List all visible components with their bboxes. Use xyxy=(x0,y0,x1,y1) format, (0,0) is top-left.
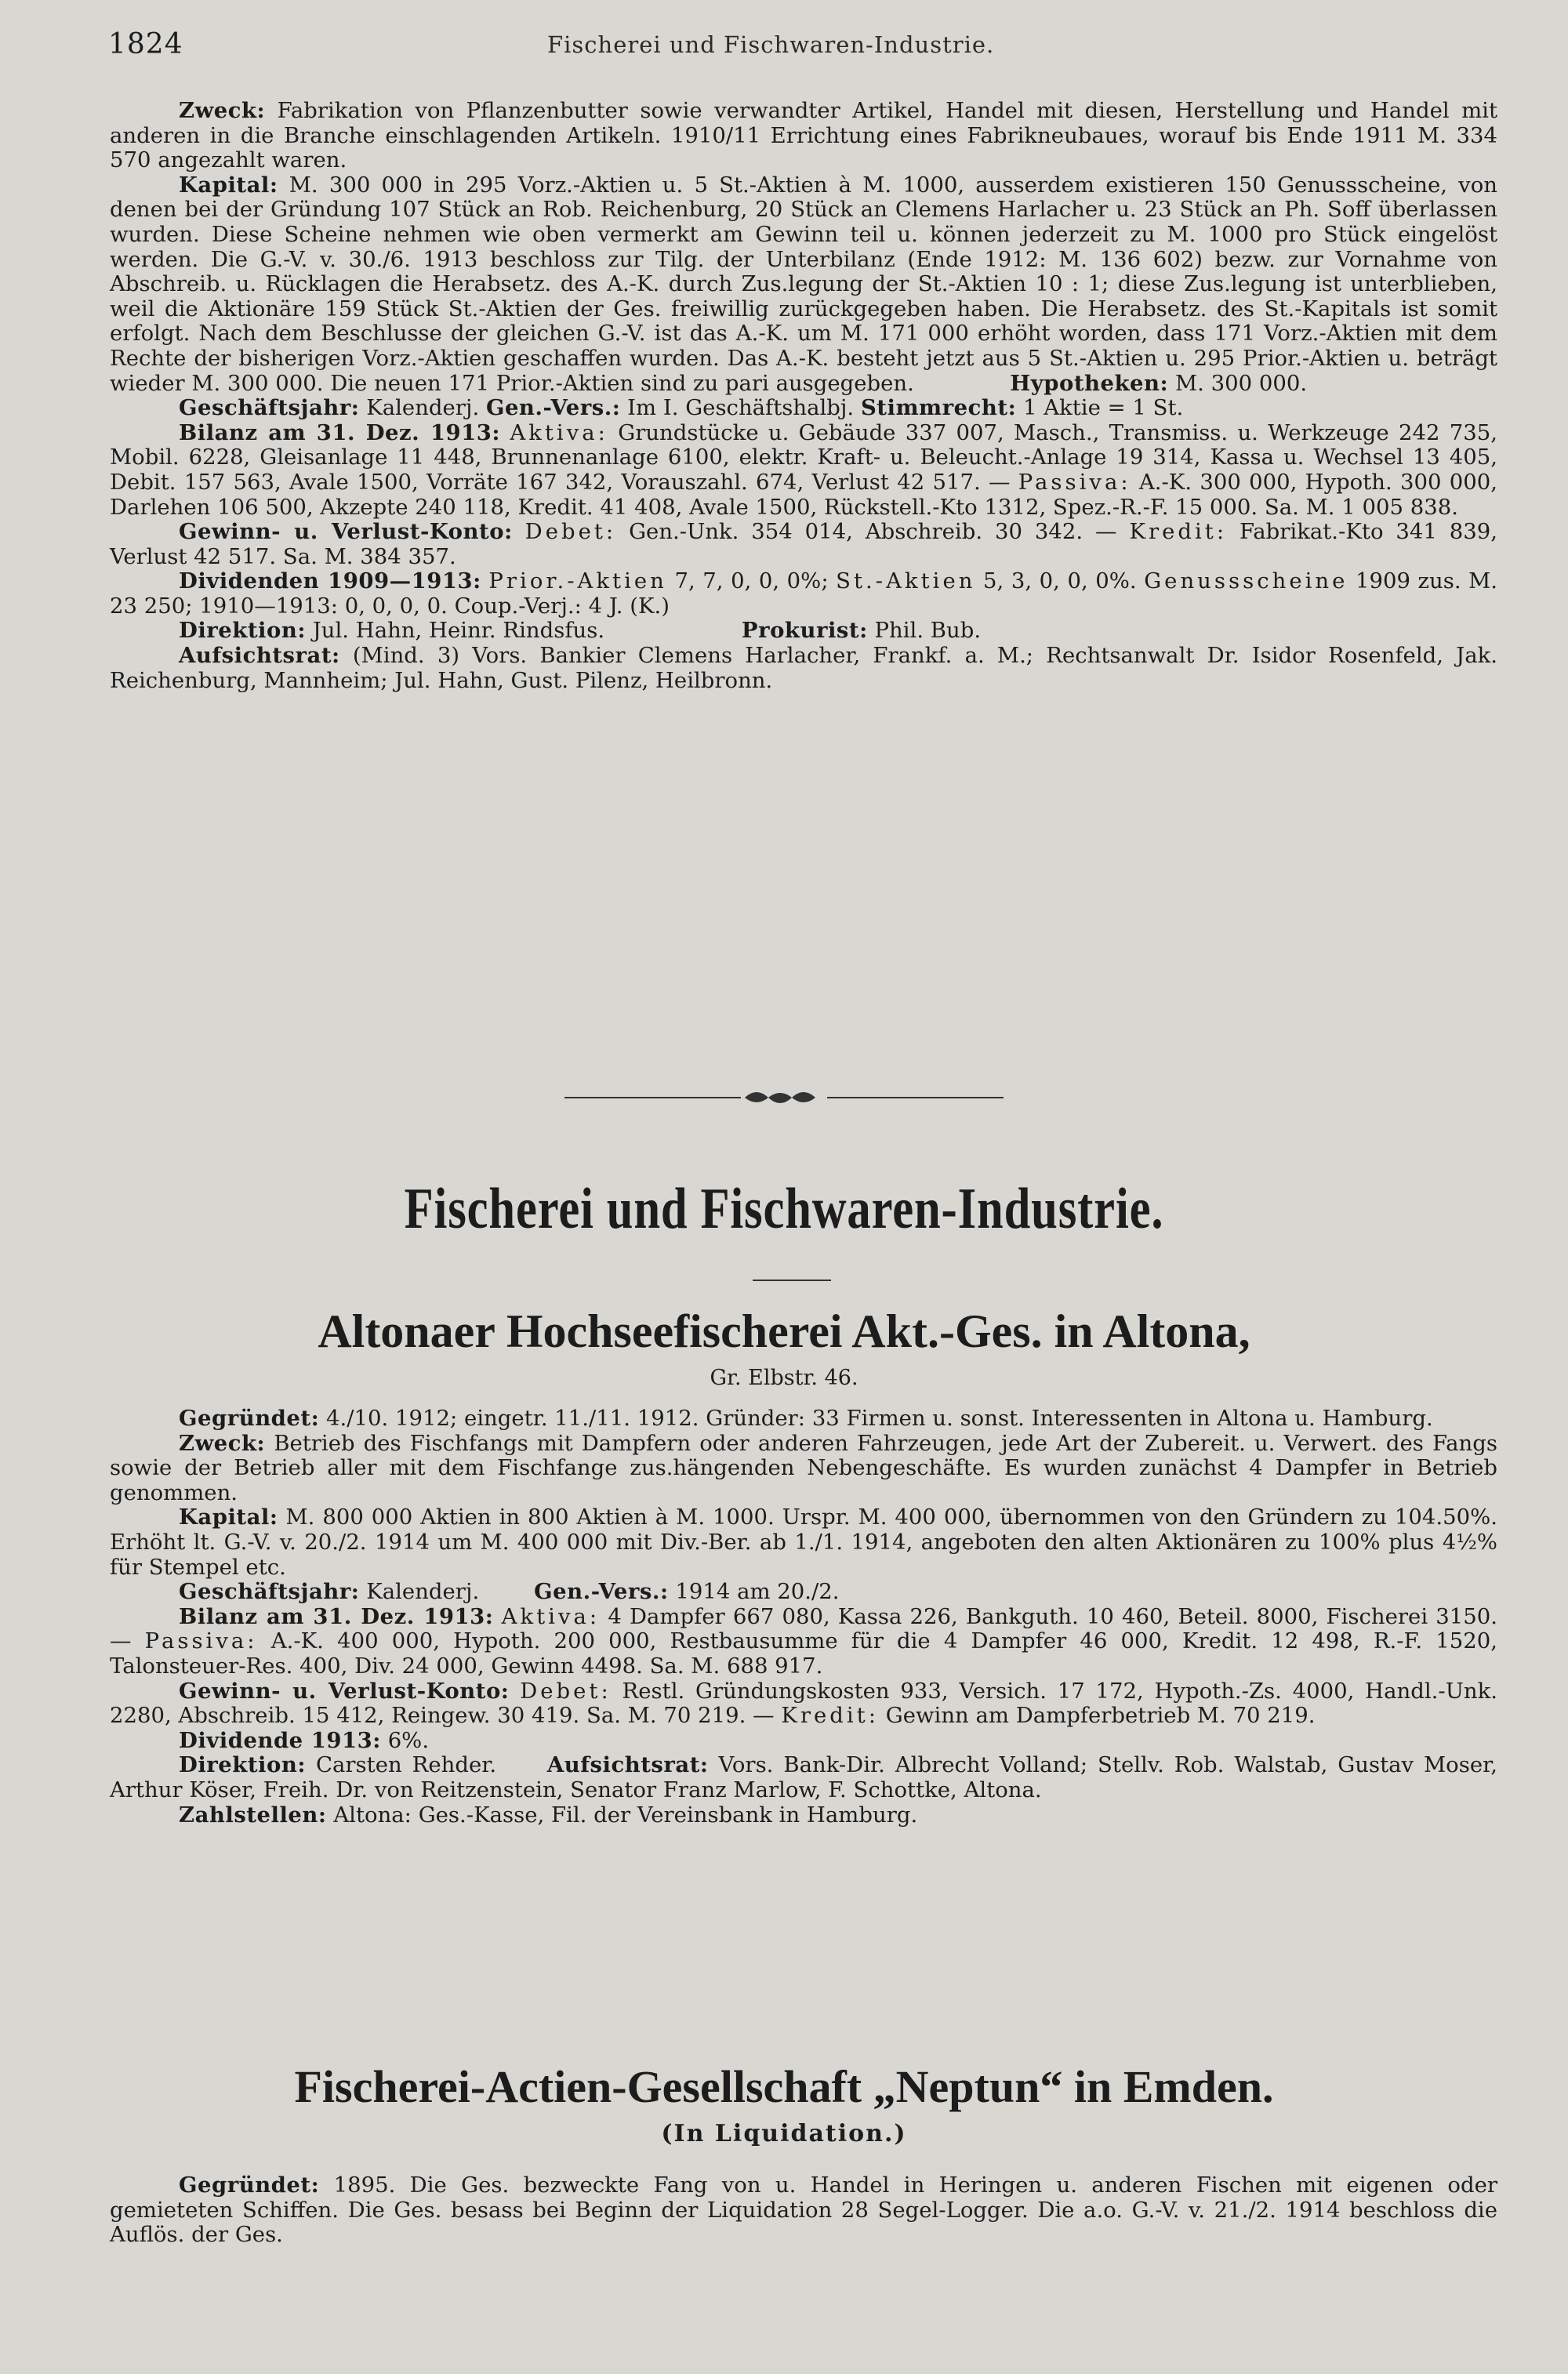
label: Zweck: xyxy=(179,98,266,123)
entry-kapital: Kapital: M. 800 000 Aktien in 800 Aktien à M. 1000. Urspr. M. 400 000, übernommen von den Gründern zu 104.50%. Erhöht lt. G.-V. v. 20./2. 1914 um M. 400 000 mit Div.-Ber. ab 1./1. 1914, angeboten den alten Aktionären zu 100% plus 4½% für Stempel etc. xyxy=(110,1505,1497,1580)
section-title: Fischerei und Fischwaren-Industrie. xyxy=(404,1177,1164,1241)
entry-gegruendet: Gegründet: 4./10. 1912; eingetr. 11./11. 1912. Gründer: 33 Firmen u. sonst. Interessenten in Altona u. Hamburg. xyxy=(179,1406,1433,1431)
running-head xyxy=(108,28,1521,67)
altona-entry xyxy=(110,1407,1497,1828)
entry-direktion: Direktion: Carsten Rehder. Aufsichtsrat: Vors. Bank-Dir. Albrecht Volland; Stellv. Rob. Walstab, Gustav Moser, Arthur Köser, Freih. Dr. von Reitzenstein, Senator Franz Marlow, F. Schottke, Altona. xyxy=(110,1752,1497,1802)
entry-guv: Gewinn- u. Verlust-Konto: Debet: Gen.-Unk. 354 014, Abschreib. 30 342. — Kredit: Fabrikat.-Kto 341 839, Verlust 42 517. Sa. M. 384 357. xyxy=(110,519,1498,569)
neptun-entry xyxy=(110,2173,1497,2248)
entry-bilanz: Bilanz am 31. Dez. 1913: Aktiva: 4 Dampfer 667 080, Kassa 226, Bankguth. 10 460, Beteil. 8000, Fischerei 3150. — Passiva: A.-K. 400 000, Hypoth. 200 000, Restbausumme für die 4 Dampfer 46 000, Kredit. 12 498, R.-F. 1520, Talonsteuer-Res. 400, Div. 24 000, Gewinn 4498. Sa. M. 688 917. xyxy=(110,1603,1497,1679)
liquidation-status: (In Liquidation.) xyxy=(661,2120,907,2147)
entry-guv: Gewinn- u. Verlust-Konto: Debet: Restl. Gründungskosten 933, Versich. 17 172, Hypoth.-Zs. 4000, Handl.-Unk. 2280, Abschreib. 15 412, Reingew. 30 419. Sa. M. 70 219. — Kredit: Gewinn am Dampferbetrieb M. 70 219. xyxy=(110,1678,1497,1729)
entry-gegruendet: Gegründet: 1895. Die Ges. bezweckte Fang von u. Handel in Heringen u. anderen Fischen mit eigenen oder gemieteten Schiffen. Die Ges. besass bei Beginn der Liquidation 28 Segel-Logger. Die a.o. G.-V. v. 21./2. 1914 beschloss die Auflös. der Ges. xyxy=(110,2173,1497,2248)
entry-geschaeftsjahr: Geschäftsjahr: Kalenderj. Gen.-Vers.: Im I. Geschäftshalbj. Stimmrecht: 1 Aktie = 1 St. xyxy=(179,395,1184,421)
entry-dividenden: Dividenden 1909—1913: Prior.-Aktien 7, 7, 0, 0, 0%; St.-Aktien 5, 3, 0, 0, 0%. Genussscheine 1909 zus. M. 23 250; 1910—1913: 0, 0, 0, 0. Coup.-Verj.: 4 J. (K.) xyxy=(110,568,1498,619)
divider xyxy=(753,1280,831,1281)
ornament-divider xyxy=(564,1082,1004,1113)
entry-aufsichtsrat: Aufsichtsrat: (Mind. 3) Vors. Bankier Clemens Harlacher, Frankf. a. M.; Rechtsanwalt Dr. Isidor Rosenfeld, Jak. Reichenburg, Mannheim; Jul. Hahn, Gust. Pilenz, Heilbronn. xyxy=(110,643,1498,693)
entry-zweck: Zweck: Fabrikation von Pflanzenbutter sowie verwandter Artikel, Handel mit diesen, Herstellung und Handel mit anderen in die Branche einschlagenden Artikeln. 1910/11 Errichtung eines Fabrikneubaues, worauf bis Ende 1911 M. 334 570 angezahlt waren. xyxy=(110,98,1498,173)
entry-geschaeftsjahr: Geschäftsjahr: Kalenderj. Gen.-Vers.: 1914 am 20./2. xyxy=(179,1579,840,1605)
entry-dividende: Dividende 1913: 6%. xyxy=(179,1727,430,1753)
company-title-altona: Altonaer Hochseefischerei Akt.-Ges. in Altona, xyxy=(318,1305,1250,1357)
entry-zweck: Zweck: Betrieb des Fischfangs mit Dampfern oder anderen Fahrzeugen, jede Art der Zubereit. u. Verwert. des Fangs sowie der Betrieb aller mit dem Fischfange zus.hängenden Nebengeschäfte. Es wurden zunächst 4 Dampfer in Betrieb genommen. xyxy=(110,1430,1497,1505)
previous-entry xyxy=(110,99,1497,693)
entry-zahlstellen: Zahlstellen: Altona: Ges.-Kasse, Fil. der Vereinsbank in Hamburg. xyxy=(179,1802,918,1828)
entry-bilanz: Bilanz am 31. Dez. 1913: Aktiva: Grundstücke u. Gebäude 337 007, Masch., Transmiss. u. Werkzeuge 242 735, Mobil. 6228, Gleisanlage 11 448, Brunnenanlage 6100, elektr. Kraft- u. Beleucht.-Anlage 19 314, Kassa u. Wechsel 13 405, Debit. 157 563, Avale 1500, Vorräte 167 342, Vorauszahl. 674, Verlust 42 517. — Passiva: A.-K. 300 000, Hypoth. 300 000, Darlehen 106 500, Akzepte 240 118, Kredit. 41 408, Avale 1500, Rückstell.-Kto 1312, Spez.-R.-F. 15 000. Sa. M. 1 005 838. xyxy=(110,419,1497,520)
entry-kapital: Kapital: M. 300 000 in 295 Vorz.-Aktien u. 5 St.-Aktien à M. 1000, ausserdem existieren 150 Genussscheine, von denen bei der Gründung 107 Stück an Rob. Reichenburg, 20 Stück an Clemens Harlacher u. 23 Stück an Ph. Soff überlassen wurden. Diese Scheine nehmen wie oben vermerkt am Gewinn teil u. können jederzeit zu M. 1000 pro Stück eingelöst werden. Die G.-V. v. 30./6. 1913 beschloss zur Tilg. der Unterbilanz (Ende 1912: M. 136 602) bezw. zur Vornahme von Abschreib. u. Rücklagen die Herabsetz. des A.-K. durch Zus.legung der St.-Aktien 10 : 1; diese Zus.legung ist unterblieben, weil die Aktionäre 159 Stück St.-Aktien der Ges. freiwillig zurückgegeben haben. Die Herabsetz. des St.-Kapitals ist somit erfolgt. Nach dem Beschlusse der gleichen G.-V. ist das A.-K. um M. 171 000 erhöht worden, dass 171 Vorz.-Aktien mit dem Rechte der bisherigen Vorz.-Aktien geschaffen wurden. Das A.-K. besteht jetzt aus 5 St.-Aktien u. 295 Prior.-Aktien u. beträgt wieder M. 300 000. Die neuen 171 Prior.-Aktien sind zu pari ausgegeben. Hypotheken: M. 300 000. xyxy=(110,172,1497,396)
company-address: Gr. Elbstr. 46. xyxy=(710,1366,858,1390)
page-number: 1824 xyxy=(108,28,183,60)
company-title-neptun: Fischerei-Actien-Gesellschaft „Neptun“ in Emden. xyxy=(294,2061,1274,2112)
running-title: Fischerei und Fischwaren-Industrie. xyxy=(547,31,995,58)
entry-direktion: Direktion: Jul. Hahn, Heinr. Rindsfus. Prokurist: Phil. Bub. xyxy=(179,618,982,644)
